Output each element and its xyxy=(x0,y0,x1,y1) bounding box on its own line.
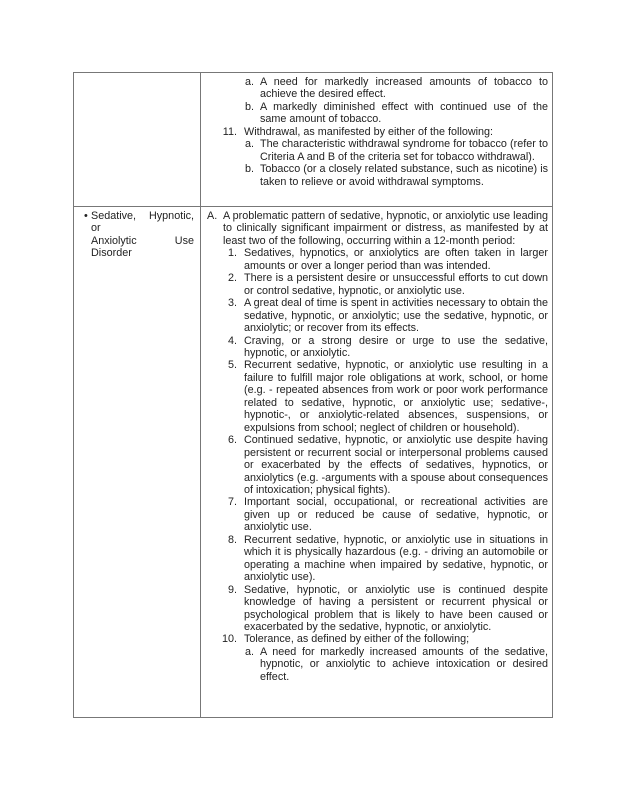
item-marker: 5. xyxy=(227,359,237,372)
criteria-cell-tobacco xyxy=(201,73,553,207)
list-item xyxy=(207,359,548,434)
criteria-cell-sedative xyxy=(201,207,553,718)
list-item xyxy=(207,76,548,101)
item-marker: 8. xyxy=(227,533,237,546)
item-marker: 10. xyxy=(221,633,237,646)
bullet-icon: • xyxy=(84,210,88,222)
list-item xyxy=(207,335,548,360)
item-marker: a. xyxy=(245,645,255,658)
disorder-name-line: Anxiolytic Use xyxy=(91,234,194,247)
item-text: A markedly diminished effect with continued use of the same amount of tobacco. xyxy=(260,100,548,126)
item-text: Recurrent sedative, hypnotic, or anxiolytic use resulting in a failure to fulfill major role obligations at work, school, or home (e.g. - repeated absences from work or poor work performance related to sedative, hypnotic, or anxiolytic use; sedative-, hypnotic-, or anxiolytic-related absences, suspensions, or expulsions from school; neglect of children or household). xyxy=(244,359,548,434)
item-text: Withdrawal, as manifested by either of the following: xyxy=(244,125,494,138)
disorder-name-line: Disorder xyxy=(91,247,132,260)
item-marker: b. xyxy=(245,100,255,113)
disorder-name xyxy=(74,207,200,262)
disorder-name-line xyxy=(84,210,194,235)
item-marker: 2. xyxy=(227,272,237,285)
item-marker: 9. xyxy=(227,583,237,596)
item-text: The characteristic withdrawal syndrome for tobacco (refer to Criteria A and B of the criteria set for tobacco withdrawal). xyxy=(260,138,548,163)
item-marker: 6. xyxy=(227,434,237,447)
disorder-name-cell-empty xyxy=(74,73,201,207)
item-text: Sedatives, hypnotics, or anxiolytics are often taken in larger amounts or over a longer period than was intended. xyxy=(244,247,548,272)
list-item xyxy=(207,434,548,496)
disorder-name-text: Sedative, Hypnotic, or xyxy=(91,210,194,235)
item-text: A great deal of time is spent in activities necessary to obtain the sedative, hypnotic, or anxiolytic; use the sedative, hypnotic, or anxiolytic; or recover from its effects. xyxy=(244,297,548,335)
item-marker: A. xyxy=(207,210,218,222)
list-item xyxy=(207,633,548,645)
item-marker: a. xyxy=(245,76,255,88)
list-item xyxy=(207,646,548,683)
list-item xyxy=(207,534,548,584)
item-marker: 11. xyxy=(222,125,237,138)
list-item xyxy=(207,297,548,334)
criterion-A xyxy=(207,210,548,247)
list-item xyxy=(207,272,548,297)
criteria-list xyxy=(201,73,552,190)
item-text: Important social, occupational, or recreational activities are given up or reduced be cause of sedative, hypnotic, or anxiolytic use. xyxy=(244,496,548,534)
item-marker: 3. xyxy=(227,297,237,310)
disorder-name-cell xyxy=(74,207,201,718)
item-text: Recurrent sedative, hypnotic, or anxiolytic use in situations in which it is physically hazardous (e.g. - driving an automobile or operating a machine when impaired by sedative, hypnotic, or anxiolytic use). xyxy=(244,533,548,584)
criteria-table xyxy=(73,72,553,718)
list-item xyxy=(207,247,548,272)
table-row-sedative xyxy=(74,207,553,718)
list-item xyxy=(207,138,548,163)
item-text: Sedative, hypnotic, or anxiolytic use is continued despite knowledge of having a persistent or recurrent physical or psychological problem that is likely to have been caused or exacerbated by the sedative, hypnotic, or anxiolytic. xyxy=(244,583,548,633)
item-text: Continued sedative, hypnotic, or anxiolytic use despite having persistent or recurrent social or interpersonal problems caused or exacerbated by the effects of sedatives, hypnotics, or anxiolytics (e.g. -arguments with a spouse about consequences of intoxication; physical fights). xyxy=(244,434,548,496)
item-text: A need for markedly increased amounts of tobacco to achieve the desired effect. xyxy=(260,76,548,101)
table-row-tobacco-continued xyxy=(74,73,553,207)
item-text: There is a persistent desire or unsuccessful efforts to cut down or control sedative, hypnotic, or anxiolytic use. xyxy=(244,272,548,297)
list-item xyxy=(207,496,548,533)
item-marker: 4. xyxy=(227,334,237,347)
list-item xyxy=(207,163,548,188)
item-text: Craving, or a strong desire or urge to use the sedative, hypnotic, or anxiolytic. xyxy=(244,334,548,359)
item-text: A problematic pattern of sedative, hypnotic, or anxiolytic use leading to clinically significant impairment or distress, as manifested by at least two of the following, occurring within a 12-month period: xyxy=(223,210,548,247)
item-marker: 1. xyxy=(227,247,237,260)
item-text: Tolerance, as defined by either of the following; xyxy=(244,633,470,646)
item-marker: 7. xyxy=(227,496,237,509)
list-item xyxy=(207,126,548,138)
list-item xyxy=(207,101,548,126)
criteria-list xyxy=(201,207,552,685)
list-item xyxy=(207,584,548,634)
item-text: Tobacco (or a closely related substance, such as nicotine) is taken to relieve or avoid withdrawal symptoms. xyxy=(260,163,548,188)
item-marker: a. xyxy=(245,138,255,151)
item-text: A need for markedly increased amounts of the sedative, hypnotic, or anxiolytic to achieve intoxication or desired effect. xyxy=(260,645,548,683)
item-marker: b. xyxy=(245,163,255,176)
